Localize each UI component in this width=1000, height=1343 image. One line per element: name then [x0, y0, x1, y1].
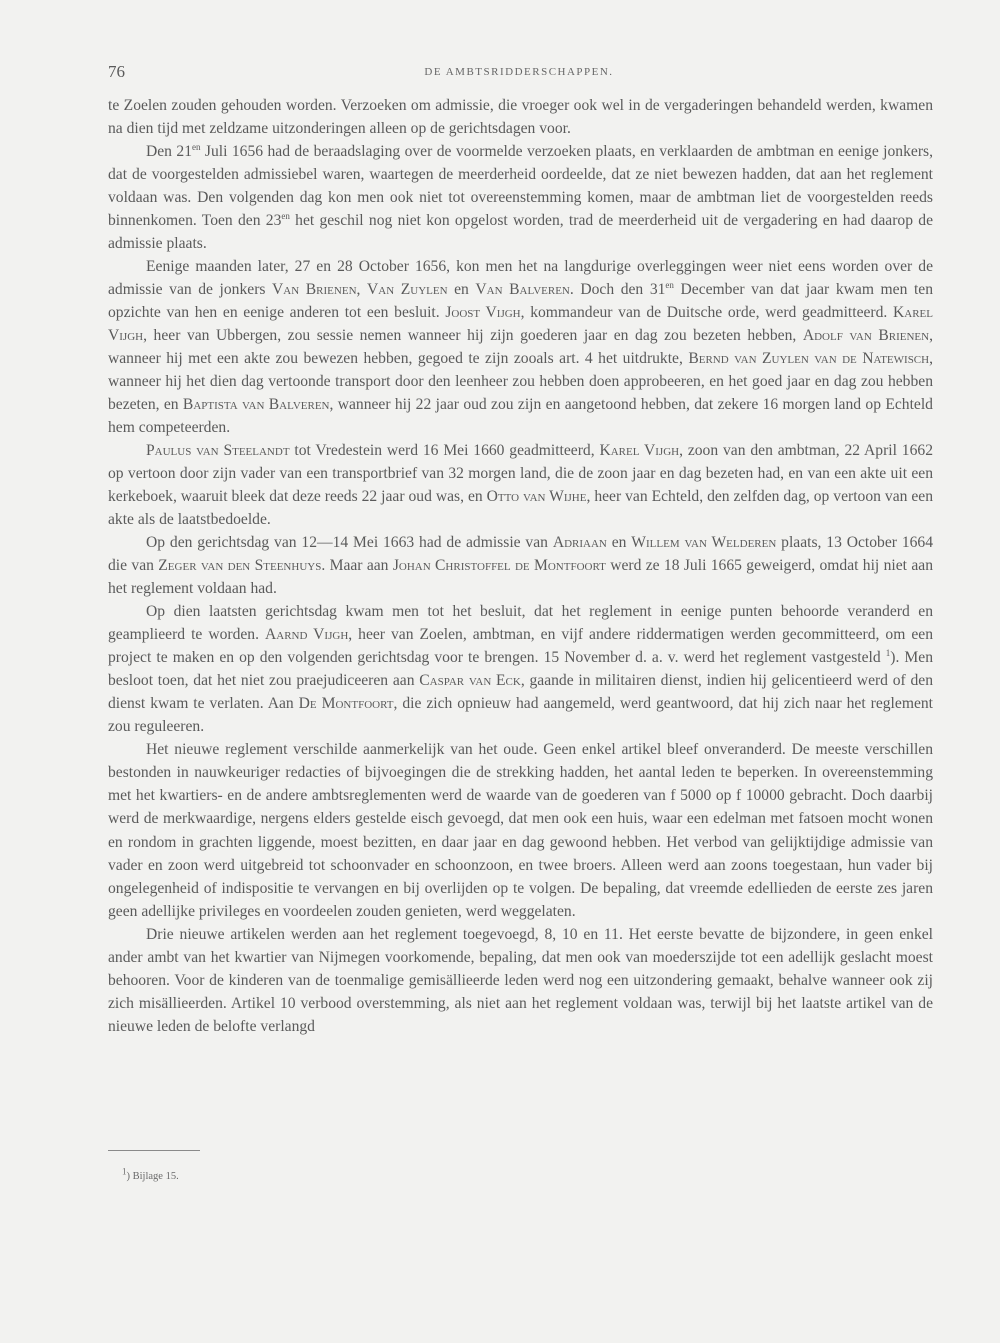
person-name: Bernd van Zuylen van de Natewisch [688, 350, 930, 368]
person-name: Otto van Wijhe [486, 488, 587, 506]
person-name: Caspar van Eck [419, 672, 521, 690]
person-name: Adriaan [552, 534, 607, 552]
person-name: De Montfoort [298, 695, 394, 713]
text-segment: ). Men besloot toen, dat het niet zou praejudiceeren aan [108, 649, 934, 690]
text-segment: , kommandeur van de Duitsche orde, werd geadmitteerd. [520, 304, 893, 322]
footnote-marker: 1 [122, 1166, 127, 1177]
text-segment: December van dat jaar kwam men ten opzichte van hen en eenige anderen tot een besluit. [108, 281, 934, 322]
text-segment: , wanneer hij 22 jaar oud zou zijn en aangetoond hebben, dat zekere 16 morgen land op Echteld hem competeerden. [108, 396, 933, 437]
running-head: DE AMBTSRIDDERSCHAPPEN. [424, 66, 614, 78]
text-segment: te Zoelen zouden gehouden worden. Verzoeken om admissie, die vroeger ook wel in de vergaderingen behandeld werden, kwamen na dien tijd met zeldzame uitzonderingen alleen op de gerichtsdagen voor. [108, 97, 933, 138]
superscript: en [192, 141, 201, 152]
text-segment: Op dien laatsten gerichtsdag kwam men tot het besluit, dat het reglement in eenige punten behoorde veranderd en geamplieerd te worden. [108, 603, 933, 644]
text-segment: Het nieuwe reglement verschilde aanmerkelijk van het oude. Geen enkel artikel bleef onveranderd. De meeste verschillen bestonden in nauwkeuriger redacties of bijvoegingen die de strekking hadden, het aantal leden te beperken. In overeenstemming met het kwartiers- en de andere ambtsreglementen werd de waarde van de goederen van f 5000 op f 10000 gebracht. Doch daarbij werd de merkwaardige, nergens elders gestelde eisch gevoegd, dat men ook een huis, waar een edelman met fatsoen mocht wonen en rondom in grachten liggende, moest bezitten, en daar jaar en dag gewoond hebben. Het verbod van gelijktijdige admissie van vader en zoon werd uitgebreid tot schoonvader en schoonzoon, en twee broers. Alleen werd aan zoons toegestaan, hun vader bij ongelegenheid of indispositie te vervangen en bij overlijden op te volgen. De bepaling, dat vreemde edellieden de eerste zes jaren geen adellijke privileges en voordeelen zouden genieten, werd weggelaten. [108, 741, 933, 920]
person-name: Van Brienen [272, 281, 357, 299]
paragraph [108, 600, 933, 738]
person-name: Van Zuylen [367, 281, 448, 299]
person-name: Johan Christoffel de Montfoort [392, 557, 606, 575]
person-name: Adolf van Brienen [802, 327, 930, 345]
paragraph [108, 255, 933, 439]
paragraph [108, 94, 933, 140]
text-segment: plaats, 13 October 1664 die van [108, 534, 934, 575]
person-name: Van Balveren [475, 281, 570, 299]
text-segment: Den 21 [146, 143, 192, 161]
page-number: 76 [108, 62, 125, 81]
footnote-text: ) Bijlage 15. [126, 1171, 179, 1182]
text-segment: , zoon van den ambtman, 22 April 1662 op vertoon door zijn vader van een transportbrief van 32 morgen land, die de zoon jaar en dag bezeten had, en van een akte uit een kerkeboek, waaruit bleek dat deze reeds 22 jaar oud was, en [108, 442, 933, 506]
footnote-rule [108, 1150, 200, 1151]
text-segment: en [606, 534, 632, 552]
person-name: Joost Vijgh [445, 304, 521, 322]
text-segment: , heer van Ubbergen, zou sessie nemen wanneer hij zijn goederen jaar en dag zou bezeten hebben, [143, 327, 803, 345]
person-name: Paulus van Steelandt [146, 442, 290, 460]
paragraph [108, 140, 933, 255]
paragraph [108, 439, 933, 531]
person-name: Aarnd Vijgh [265, 626, 349, 644]
page-header [108, 62, 930, 84]
person-name: Karel Vijgh [599, 442, 680, 460]
paragraph [108, 738, 933, 922]
superscript: 1 [885, 648, 891, 659]
text-segment: Drie nieuwe artikelen werden aan het reglement toegevoegd, 8, 10 en 11. Het eerste bevatte de bijzondere, in geen enkel ander ambt van het kwartier van Nijmegen voorkomende, bepaling, dat men ook van moederszijde tot een adellijk geslacht moest behooren. Voor de kinderen van de toenmalige gemisällieerde leden werd nog een uitzondering gemaakt, behalve wanneer ook zij zich misällieerden. Artikel 10 verbood overstemming, als niet aan het reglement voldaan was, terwijl bij het laatste artikel van de nieuwe leden de belofte verlangd [108, 925, 933, 1035]
person-name: Baptista van Balveren [182, 396, 330, 414]
text-segment: Op den gerichtsdag van 12—14 Mei 1663 had de admissie van [146, 534, 553, 552]
text-segment: . Doch den 31 [569, 281, 666, 299]
footnote [122, 1166, 179, 1182]
person-name: Willem van Welderen [631, 534, 777, 552]
person-name: Karel Vijgh [108, 304, 933, 345]
person-name: Zeger van den Steenhuys [158, 557, 322, 575]
text-segment: werd ze 18 Juli 1665 geweigerd, omdat hij niet aan het reglement voldaan had. [108, 557, 933, 598]
text-segment: Eenige maanden later, 27 en 28 October 1656, kon men het na langdurige overleggingen weer niet eens worden over de admissie van de jonkers [108, 258, 933, 299]
text-segment: , gaande in militairen dienst, indien hij gelicentieerd werd of den dienst kwam te verlaten. Aan [108, 672, 933, 713]
text-segment: , die zich opnieuw had aangemeld, werd geantwoord, dat hij zich naar het reglement zou reguleeren. [108, 695, 933, 736]
text-segment: , heer van Zoelen, ambtman, en vijf andere riddermatigen werden gecommitteerd, om een project te maken en op den volgenden gerichtsdag voor te brengen. 15 November d. a. v. werd het reglement vastgesteld [108, 626, 933, 667]
superscript: en [665, 279, 674, 290]
text-segment: . Maar aan [321, 557, 393, 575]
text-segment: , wanneer hij het dien dag vertoonde transport door den leenheer zou hebben doen approbeeren, en het goed jaar en dag zou hebben bezeten, en [108, 350, 933, 414]
paragraph [108, 531, 933, 600]
text-segment: , wanneer hij met een akte zou bewezen hebben, gegoed te zijn zooals art. 4 het uitdrukte, [108, 327, 933, 368]
text-segment: , heer van Echteld, den zelfden dag, op vertoon van een akte als de laatstbedoelde. [108, 488, 934, 529]
text-segment: en [447, 281, 476, 299]
text-segment: , [356, 281, 367, 299]
body-text [108, 94, 933, 1038]
text-segment: het geschil nog niet kon opgelost worden, trad de meerderheid uit de vergadering en had daarop de admissie plaats. [108, 212, 933, 253]
text-segment: Juli 1656 had de beraadslaging over de voormelde verzoeken plaats, en verklaarden de ambtman en eenige jonkers, dat de voorgestelden admissiebel waren, waartegen de meerderheid oordeelde, dat ze niet bewezen hadden, dat aan het reglement voldaan was. Den volgenden dag kon men ook niet tot overeenstemming komen, maar de ambtman liet de voorgestelden reeds binnenkomen. Toen den 23 [108, 143, 933, 230]
paragraph [108, 923, 933, 1038]
superscript: en [281, 210, 290, 221]
text-segment: tot Vredestein werd 16 Mei 1660 geadmitteerd, [289, 442, 600, 460]
